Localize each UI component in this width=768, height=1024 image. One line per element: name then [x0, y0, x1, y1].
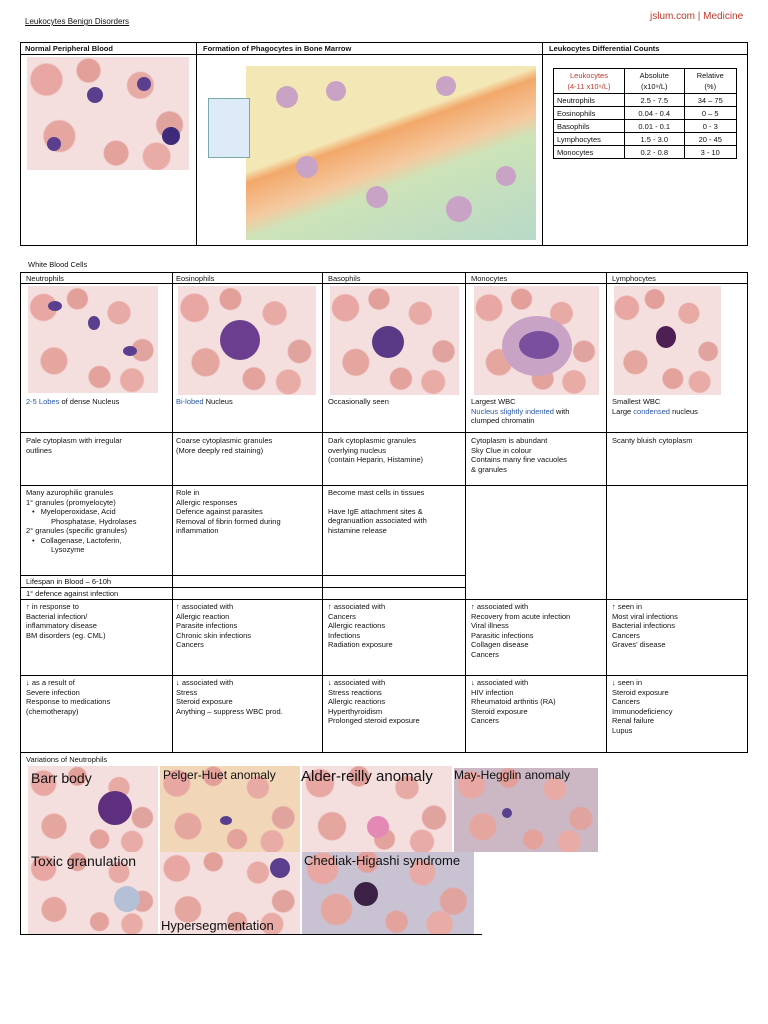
phagocytes-heading: Formation of Phagocytes in Bone Marrow — [203, 44, 352, 53]
monocyte-nucleus: Largest WBC Nucleus slightly indented with clumped chromatin — [471, 397, 570, 425]
col-neutrophils: Neutrophils — [26, 274, 64, 283]
eosinophil-decrease: ↓ associated with Stress Steroid exposure Anything – suppress WBC prod. — [176, 678, 283, 716]
rel-unit: (%) — [704, 82, 717, 91]
basophil-nucleus: Occasionally seen — [328, 397, 389, 406]
basophil-decrease: ↓ associated with Stress reactions Allergic reactions Hyperthyroidism Prolonged steroid exposure — [328, 678, 420, 725]
table-row: Monocytes 0.2 - 0.8 3 - 10 — [554, 146, 737, 159]
table-row: Basophils 0.01 - 0.1 0 - 3 — [554, 120, 737, 133]
basophil-role: Become mast cells in tissues Have IgE attachment sites & degranuatlion associated with histamine release — [328, 488, 427, 535]
abs-head: Absolute — [639, 71, 669, 80]
neutrophil-cytoplasm: Pale cytoplasm with irregular outlines — [26, 436, 122, 455]
monocyte-decrease: ↓ associated with HIV infection Rheumatoid arthritis (RA) Steroid exposure Cancers — [471, 678, 556, 725]
neutrophil-nucleus: 2-5 Lobes of dense Nucleus — [26, 397, 120, 406]
label-hypersegmentation: Hypersegmentation — [161, 918, 274, 933]
eosinophil-micrograph — [178, 286, 316, 395]
table-row: Eosinophils 0.04 - 0.4 0 – 5 — [554, 107, 737, 120]
col-eosinophils: Eosinophils — [176, 274, 215, 283]
list-item: • Collagenase, Lactoferin, — [26, 536, 171, 546]
table-row: Neutrophils 2.5 - 7.5 34 – 75 — [554, 94, 737, 107]
differential-heading: Leukocytes Differential Counts — [549, 44, 660, 53]
monocyte-cytoplasm: Cytoplasm is abundant Sky Clue in colour Contains many fine vacuoles & granules — [471, 436, 567, 474]
table-row: Lymphocytes 1.5 - 3.0 20 - 45 — [554, 133, 737, 146]
source-link[interactable]: jslum.com | Medicine — [650, 11, 744, 22]
differential-table — [553, 68, 737, 159]
label-toxic-granulation: Toxic granulation — [31, 853, 137, 869]
phagocyte-diagram-inset — [208, 98, 250, 158]
neutrophil-micrograph — [28, 286, 158, 393]
phagocyte-diagram — [246, 66, 536, 240]
leuko-head: Leukocytes — [570, 71, 608, 80]
neutrophil-increase: ↑ in response to Bacterial infection/ inflammatory disease BM disorders (eg. CML) — [26, 602, 106, 640]
list-item: • Myeloperoxidase, Acid — [26, 507, 171, 517]
label-alder-reilly: Alder-reilly anomaly — [301, 768, 433, 785]
rel-head: Relative — [696, 71, 724, 80]
neutrophil-granules: Many azurophilic granules 1° granules (promyelocyte) • Myeloperoxidase, Acid Phosphatase, Hydrolases 2° granules (specific granules) • Collagenase, Lactoferin, Lysozyme — [26, 488, 171, 555]
lymphocyte-cytoplasm: Scanty bluish cytoplasm — [612, 436, 693, 445]
label-may-hegglin: May-Hegglin anomaly — [454, 768, 571, 782]
col-basophils: Basophils — [328, 274, 361, 283]
abs-unit: (x10⁹/L) — [640, 82, 668, 91]
lymphocyte-increase: ↑ seen in Most viral infections Bacterial infections Cancers Graves’ disease — [612, 602, 678, 649]
monocyte-micrograph — [474, 286, 599, 395]
neutrophil-lifespan: Lifespan in Blood – 6-10h — [26, 577, 112, 586]
lymphocyte-micrograph — [614, 286, 721, 395]
lymphocyte-decrease: ↓ seen in Steroid exposure Cancers Immunodeficiency Renal failure Lupus — [612, 678, 673, 735]
label-chediak-higashi: Chediak-Higashi syndrome — [304, 853, 461, 868]
leuko-range: (4-11 x10⁹/L) — [567, 82, 611, 91]
label-pelger-huet: Pelger-Huet anomaly — [163, 768, 276, 782]
col-monocytes: Monocytes — [471, 274, 508, 283]
basophil-micrograph — [330, 286, 459, 395]
lymphocyte-nucleus: Smallest WBC Large condensed nucleus — [612, 397, 698, 416]
neutrophil-defence: 1° defence against infection — [26, 589, 119, 598]
normal-blood-micrograph — [27, 57, 189, 170]
col-lymphocytes: Lymphocytes — [612, 274, 656, 283]
eosinophil-cytoplasm: Coarse cytoplasmic granules (More deeply red staining) — [176, 436, 273, 455]
label-barr-body: Barr body — [31, 770, 92, 786]
eosinophil-increase: ↑ associated with Allergic reaction Parasite infections Chronic skin infections Cancers — [176, 602, 252, 649]
basophil-increase: ↑ associated with Cancers Allergic reactions Infections Radiation exposure — [328, 602, 393, 649]
neutrophil-decrease: ↓ as a result of Severe infection Response to medications (chemotherapy) — [26, 678, 111, 716]
basophil-cytoplasm: Dark cytoplasmic granules overlying nucleus (contain Heparin, Histamine) — [328, 436, 424, 464]
wbc-title: White Blood Cells — [28, 260, 88, 269]
eosinophil-role: Role in Allergic responses Defence against parasites Removal of fibrin formed during inflammation — [176, 488, 281, 535]
variations-title: Variations of Neutrophils — [26, 755, 108, 764]
eosinophil-nucleus: Bi-lobed Nucleus — [176, 397, 233, 406]
document-title: Leukocytes Benign Disorders — [25, 17, 130, 26]
normal-blood-heading: Normal Peripheral Blood — [25, 44, 113, 53]
monocyte-increase: ↑ associated with Recovery from acute infection Viral illness Parasitic infections Collagen disease Cancers — [471, 602, 571, 659]
